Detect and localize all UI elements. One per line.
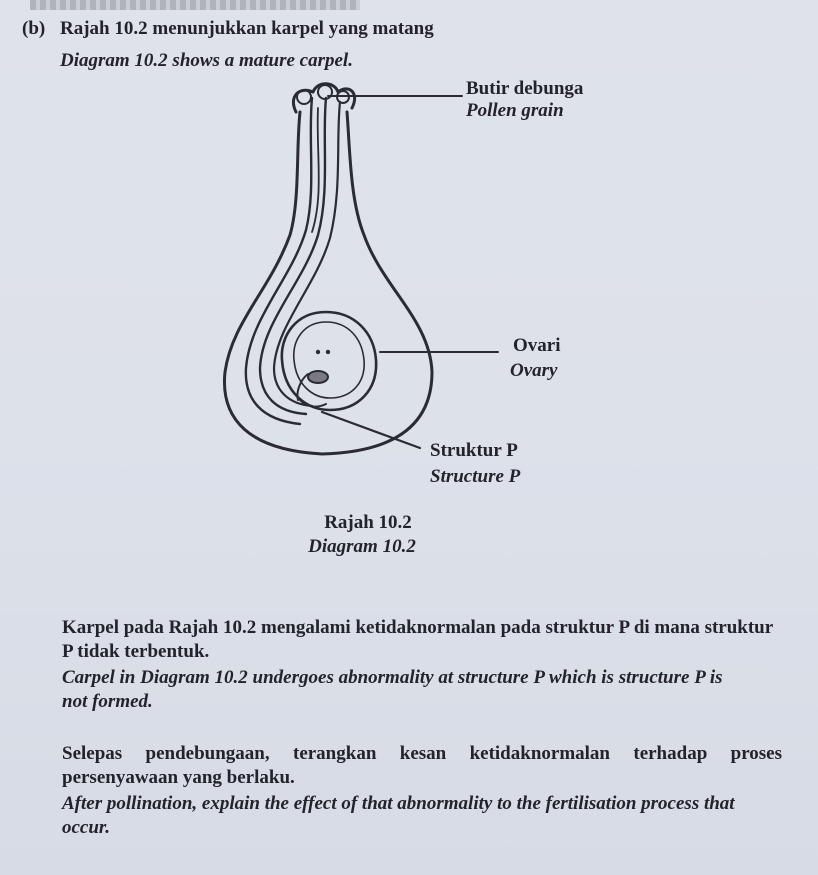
paragraph-2-ms-line-2: persenyawaan yang berlaku. (62, 767, 295, 788)
paragraph-2-en (62, 792, 782, 840)
label-pollen-ms: Butir debunga (466, 78, 584, 99)
label-pollen-en: Pollen grain (466, 100, 564, 121)
label-ovary-ms: Ovari (513, 335, 561, 356)
paragraph-1-ms-line-2: P tidak terbentuk. (62, 641, 210, 662)
question-intro-ms: Rajah 10.2 menunjukkan karpel yang matang (60, 18, 434, 39)
diagram-caption-ms: Rajah 10.2 (324, 512, 412, 533)
paragraph-2-en-line-1: After pollination, explain the effect of that abnormality to the fertilisation process that (62, 793, 735, 814)
diagram-caption-en: Diagram 10.2 (308, 536, 416, 557)
paragraph-1-en-line-1: Carpel in Diagram 10.2 undergoes abnormality at structure P which is structure P is (62, 667, 723, 688)
question-intro-en: Diagram 10.2 shows a mature carpel. (60, 50, 353, 71)
label-ovary-en: Ovary (510, 360, 558, 381)
paragraph-1-en (62, 666, 782, 714)
paragraph-1-ms (62, 616, 782, 664)
paragraph-1-ms-line-1: Karpel pada Rajah 10.2 mengalami ketidaknormalan pada struktur P di mana struktur (62, 617, 774, 638)
pollen-tube-2 (260, 98, 326, 414)
pollen-tube-3 (274, 102, 340, 406)
label-structure-p-ms: Struktur P (430, 440, 518, 461)
ovule (282, 312, 376, 410)
label-structure-p-en: Structure P (430, 466, 521, 487)
question-number: (b) (22, 18, 46, 39)
paragraph-2-ms-line-1: Selepas pendebungaan, terangkan kesan ketidaknormalan terhadap proses (62, 743, 782, 764)
paragraph-1-en-line-2: not formed. (62, 691, 153, 712)
paragraph-2-en-line-2: occur. (62, 817, 111, 838)
stigma (293, 84, 354, 112)
paragraph-2-ms (62, 742, 782, 790)
